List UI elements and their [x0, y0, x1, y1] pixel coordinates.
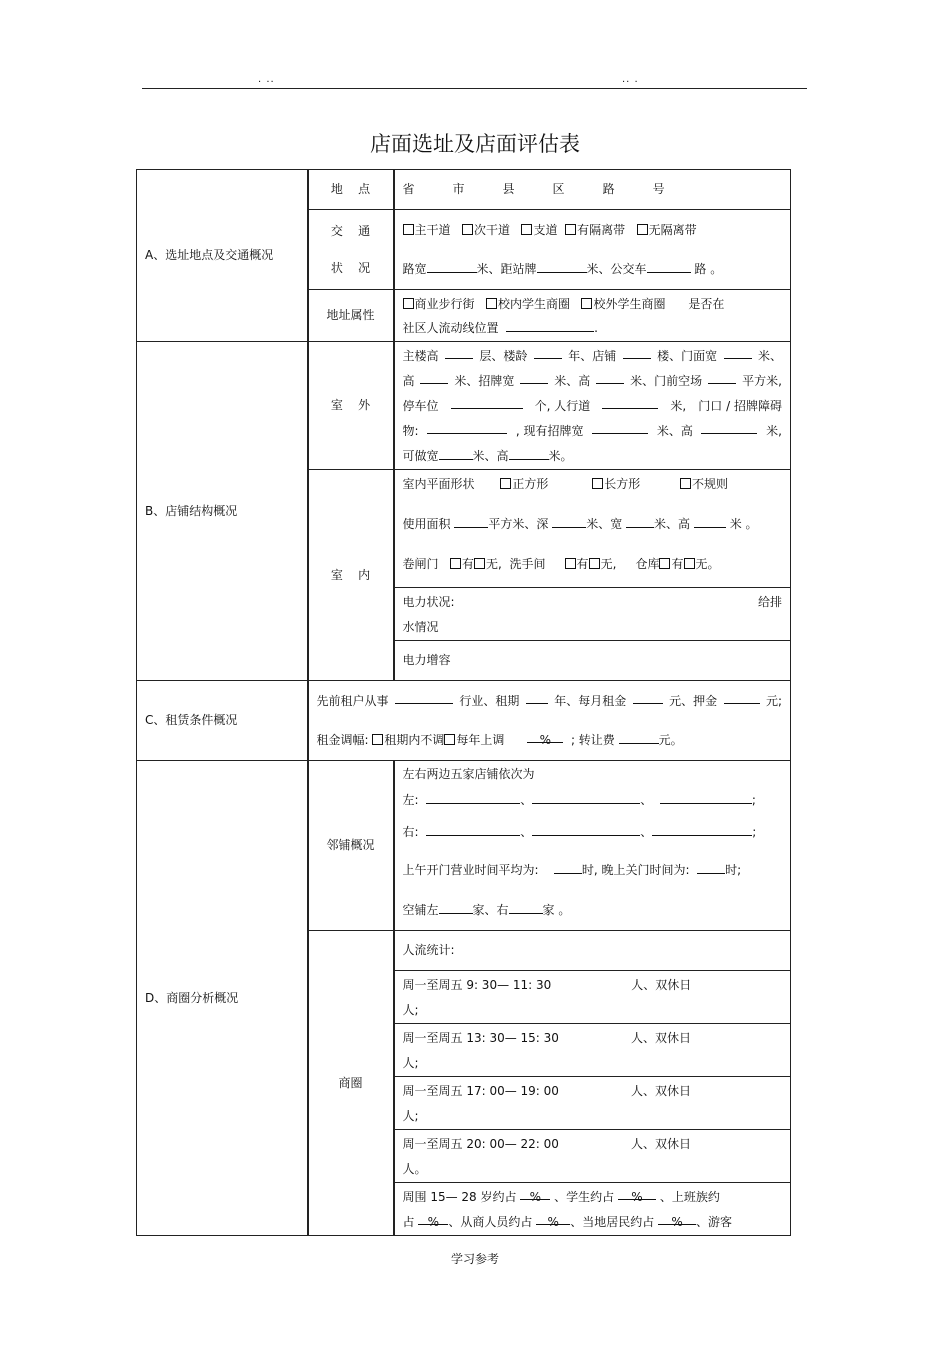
checkbox[interactable]	[474, 558, 485, 569]
header-dots-right: .. .	[622, 74, 639, 85]
checkbox[interactable]	[403, 224, 414, 235]
demographic-fields[interactable]: 周围 15— 28 岁约占 % 、学生约占 % 、上班族约 占 % 、从商人员约占 % 、当地居民约占 % 、游客	[394, 1183, 791, 1236]
indoor-fields[interactable]: 室内平面形状 正方形 长方形 不规则 使用面积 平方米、深 米、宽 米、高 米 。 卷闸门 有 无, 洗手间 有 无, 仓库 有 无。	[394, 470, 791, 588]
business-circle-label: 商圈	[308, 931, 394, 1236]
flow-row[interactable]: 周一至周五 13: 30— 15: 30 人、双休日 人;	[394, 1024, 791, 1077]
header-rule	[142, 88, 807, 89]
site-attr-fields[interactable]: 商业步行街 校内学生商圈 校外学生商圈 是否在 社区人流动线位置 .	[394, 290, 791, 342]
checkbox[interactable]	[659, 558, 670, 569]
location-label: 地 点	[308, 170, 394, 210]
flow-title: 人流统计:	[394, 931, 791, 971]
checkbox[interactable]	[592, 478, 603, 489]
power-capacity-field[interactable]: 电力增容	[394, 641, 791, 681]
section-d-label: D、商圈分析概况	[137, 761, 308, 1236]
traffic-fields[interactable]: 主干道 次干道 支道 有隔离带 无隔离带 路宽 米、距站牌 米、公交车 路 。	[394, 210, 791, 290]
section-c-label: C、租赁条件概况	[137, 681, 308, 761]
checkbox[interactable]	[521, 224, 532, 235]
power-water-field[interactable]: 电力状况: 给排 水情况	[394, 588, 791, 641]
checkbox[interactable]	[637, 224, 648, 235]
evaluation-form	[136, 169, 791, 1236]
checkbox[interactable]	[462, 224, 473, 235]
lease-fields[interactable]: 先前租户从事 行业、租期 年、每月租金 元、押金 元; 租金调幅: 租期内不调 每年上调 % ; 转让费 元。	[308, 681, 791, 761]
checkbox[interactable]	[581, 298, 592, 309]
indoor-label: 室 内	[308, 470, 394, 681]
checkbox[interactable]	[589, 558, 600, 569]
section-b-label: B、店铺结构概况	[137, 342, 308, 681]
checkbox[interactable]	[500, 478, 511, 489]
site-attr-label: 地址属性	[308, 290, 394, 342]
location-fields[interactable]: 省 市 县 区 路 号	[394, 170, 791, 210]
page-title: 店面选址及店面评估表	[370, 132, 580, 156]
outdoor-fields[interactable]: 主楼高 层、楼龄 年、店铺 楼、门面宽 米、 高 米、招牌宽 米、高 米、门前空场 平方米, 停车位 个, 人行道 米, 门口 / 招牌障碍 物: , 现有招牌宽 米、高 米, 可做宽 米、高 米。	[394, 342, 791, 470]
outdoor-label: 室 外	[308, 342, 394, 470]
checkbox[interactable]	[450, 558, 461, 569]
traffic-label: 交 通 状 况	[308, 210, 394, 290]
page-footer: 学习参考	[450, 1252, 499, 1266]
neighbor-label: 邻铺概况	[308, 761, 394, 931]
checkbox[interactable]	[403, 298, 414, 309]
section-a-label: A、选址地点及交通概况	[137, 170, 308, 342]
checkbox[interactable]	[684, 558, 695, 569]
flow-row[interactable]: 周一至周五 9: 30— 11: 30 人、双休日 人;	[394, 971, 791, 1024]
flow-row[interactable]: 周一至周五 20: 00— 22: 00 人、双休日 人。	[394, 1130, 791, 1183]
checkbox[interactable]	[565, 224, 576, 235]
neighbor-fields[interactable]: 左右两边五家店铺依次为 左: 、 、 ; 右: 、 、 ; 上午开门营业时间平均为: 时, 晚上关门时间为: 时; 空铺左 家、右 家 。	[394, 761, 791, 931]
header-dots-left: . ..	[258, 74, 275, 85]
flow-row[interactable]: 周一至周五 17: 00— 19: 00 人、双休日 人;	[394, 1077, 791, 1130]
checkbox[interactable]	[680, 478, 691, 489]
checkbox[interactable]	[372, 734, 383, 745]
checkbox[interactable]	[486, 298, 497, 309]
checkbox[interactable]	[444, 734, 455, 745]
checkbox[interactable]	[565, 558, 576, 569]
